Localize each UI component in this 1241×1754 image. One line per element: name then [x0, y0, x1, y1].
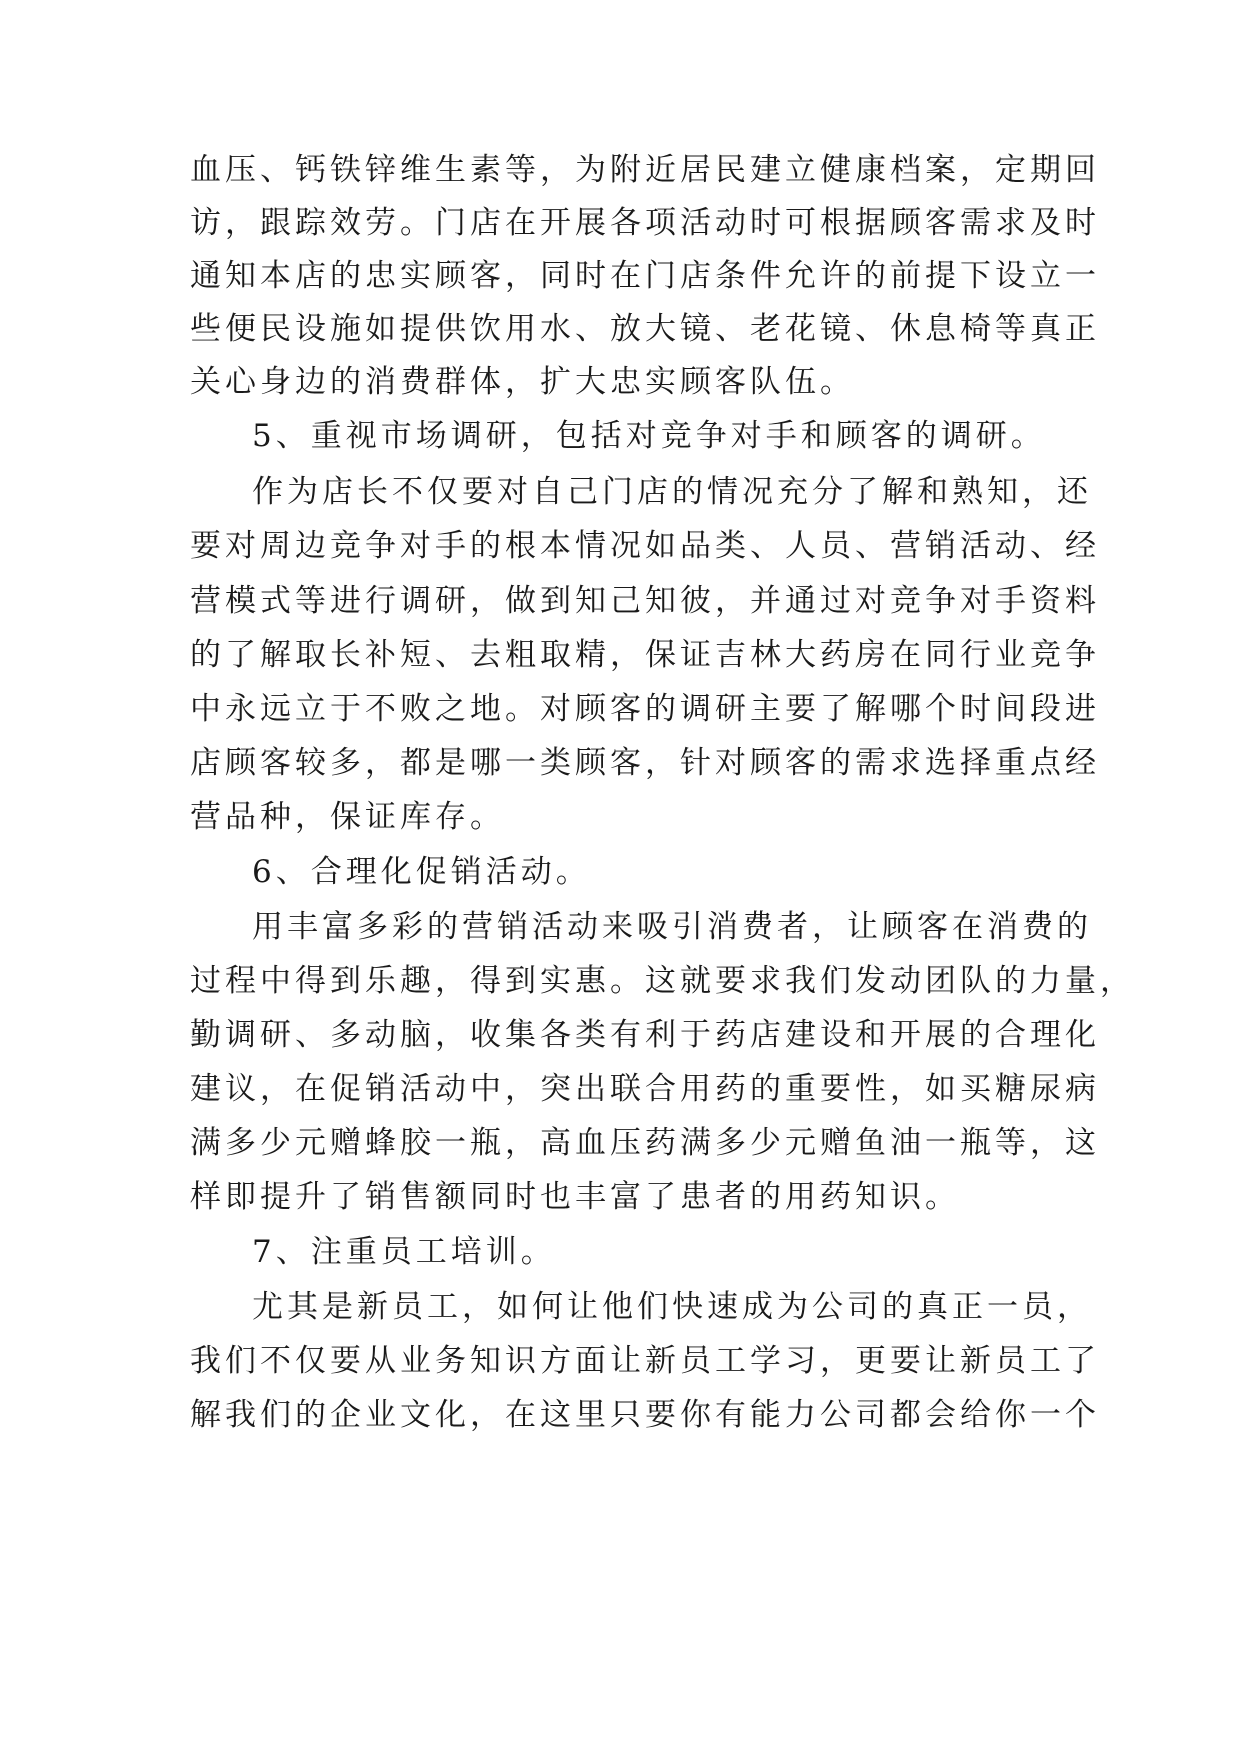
text-line: 营品种，保证库存。: [190, 799, 505, 835]
text-line: 样即提升了销售额同时也丰富了患者的用药知识。: [190, 1179, 960, 1215]
text-line: 我们不仅要从业务知识方面让新员工学习，更要让新员工了: [190, 1343, 1100, 1379]
text-line: 要对周边竞争对手的根本情况如品类、人员、营销活动、经: [190, 528, 1100, 564]
paragraph-first-line: 用丰富多彩的营销活动来吸引消费者，让顾客在消费的: [252, 909, 1092, 945]
text-line: 建议，在促销活动中，突出联合用药的重要性，如买糖尿病: [190, 1071, 1100, 1107]
text-line: 勤调研、多动脑，收集各类有利于药店建设和开展的合理化: [190, 1017, 1100, 1053]
text-line: 满多少元赠蜂胶一瓶，高血压药满多少元赠鱼油一瓶等，这: [190, 1125, 1100, 1161]
section-heading: 7、注重员工培训。: [252, 1234, 556, 1270]
text-line: 访，跟踪效劳。门店在开展各项活动时可根据顾客需求及时: [190, 205, 1100, 241]
paragraph-first-line: 尤其是新员工，如何让他们快速成为公司的真正一员，: [252, 1289, 1092, 1325]
text-line: 通知本店的忠实顾客，同时在门店条件允许的前提下设立一: [190, 258, 1100, 294]
text-line: 些便民设施如提供饮用水、放大镜、老花镜、休息椅等真正: [190, 311, 1100, 347]
paragraph-first-line: 作为店长不仅要对自己门店的情况充分了解和熟知，还: [252, 474, 1092, 510]
section-heading: 5、重视市场调研，包括对竞争对手和顾客的调研。: [252, 418, 1046, 454]
text-line: 中永远立于不败之地。对顾客的调研主要了解哪个时间段进: [190, 691, 1100, 727]
text-line: 关心身边的消费群体，扩大忠实顾客队伍。: [190, 364, 855, 400]
section-heading: 6、合理化促销活动。: [252, 854, 591, 890]
text-line: 的了解取长补短、去粗取精，保证吉林大药房在同行业竞争: [190, 637, 1100, 673]
text-line: 店顾客较多，都是哪一类顾客，针对顾客的需求选择重点经: [190, 745, 1100, 781]
text-line: 营模式等进行调研，做到知己知彼，并通过对竞争对手资料: [190, 583, 1100, 619]
text-line: 血压、钙铁锌维生素等，为附近居民建立健康档案，定期回: [190, 152, 1100, 188]
text-line: 解我们的企业文化，在这里只要你有能力公司都会给你一个: [190, 1397, 1100, 1433]
text-line: 过程中得到乐趣，得到实惠。这就要求我们发动团队的力量，: [190, 963, 1135, 999]
